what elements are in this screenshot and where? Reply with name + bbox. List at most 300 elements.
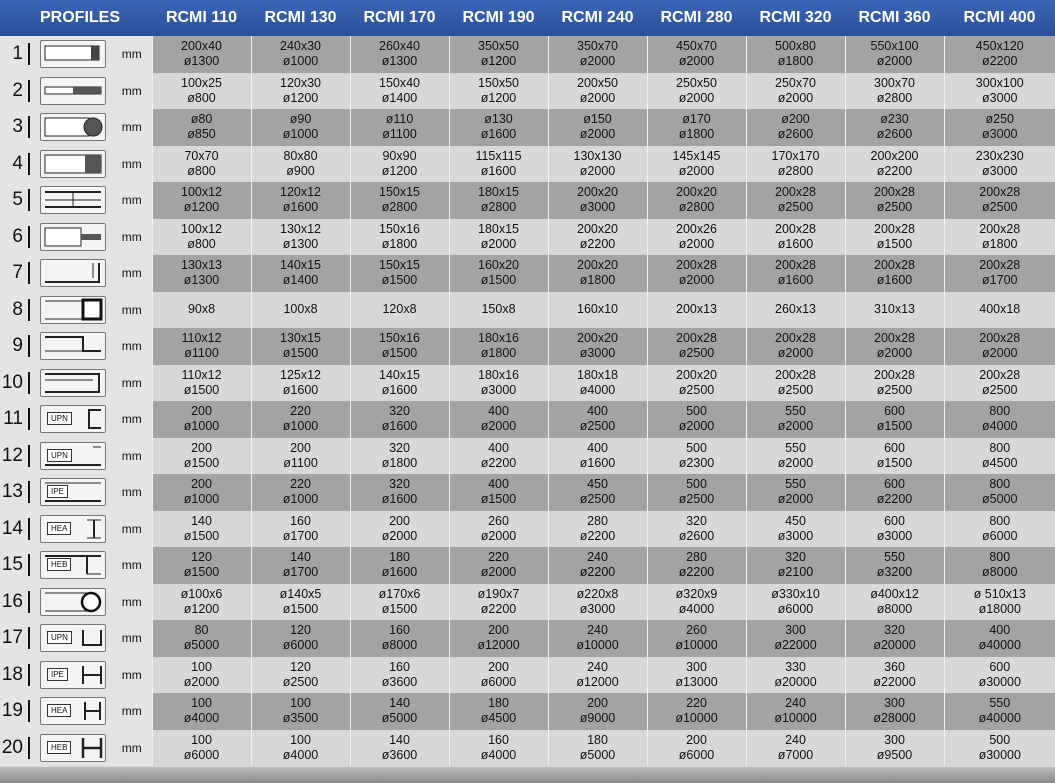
profile-number	[0, 109, 34, 146]
min-diameter: ø1300	[282, 236, 319, 251]
min-diameter: ø800	[187, 163, 216, 178]
profile-type-tag: HEB	[47, 558, 71, 571]
min-diameter: ø1000	[282, 492, 319, 507]
min-diameter: ø2200	[579, 528, 616, 543]
min-diameter: ø1100	[184, 346, 219, 361]
profile-row	[0, 401, 1055, 438]
section-size: 250x50	[676, 75, 718, 90]
capacity-cell	[548, 36, 647, 73]
section-size: 240	[587, 659, 608, 674]
section-size: 130x15	[280, 331, 322, 346]
capacity-cell	[845, 401, 944, 438]
section-size: 140	[290, 550, 311, 565]
capacity-cell	[548, 438, 647, 475]
capacity-cell	[845, 219, 944, 256]
min-diameter: ø3000	[982, 163, 1018, 178]
capacity-cell	[251, 182, 350, 219]
profile-picture	[34, 730, 112, 767]
min-diameter: ø1500	[183, 455, 220, 470]
min-diameter: ø3600	[381, 747, 418, 762]
flat-bar-icon	[40, 40, 106, 68]
profile-number-label: 16	[1, 590, 23, 612]
capacity-cell	[944, 255, 1055, 292]
section-size: 180x16	[478, 331, 520, 346]
min-diameter: ø2000	[777, 455, 814, 470]
profile-number-label: 11	[3, 408, 23, 430]
min-diameter: ø2500	[678, 346, 715, 361]
capacity-cell	[350, 365, 449, 402]
section-size: 240x30	[280, 39, 322, 54]
capacity-cell	[152, 547, 251, 584]
section-size: 550	[989, 696, 1011, 711]
section-size: 400	[989, 623, 1011, 638]
min-diameter: ø2500	[579, 419, 616, 434]
capacity-cell	[449, 146, 548, 183]
min-diameter: ø1600	[282, 382, 319, 397]
min-diameter: ø2200	[982, 54, 1018, 69]
capacity-cell	[845, 365, 944, 402]
capacity-cell	[251, 255, 350, 292]
min-diameter: ø2500	[876, 382, 913, 397]
capacity-cell	[548, 146, 647, 183]
capacity-cell	[350, 182, 449, 219]
section-size: 140	[389, 732, 410, 747]
min-diameter: ø2000	[480, 419, 517, 434]
section-size: 200x20	[577, 185, 619, 200]
section-size: ø230	[880, 112, 909, 127]
min-diameter: ø2100	[777, 565, 814, 580]
capacity-cell	[548, 401, 647, 438]
profile-number-label: 12	[1, 444, 23, 466]
profile-number	[0, 328, 34, 365]
min-diameter: ø9000	[579, 711, 616, 726]
capacity-cell	[845, 36, 944, 73]
section-size: 100	[290, 732, 311, 747]
section-size: 200x28	[775, 331, 817, 346]
capacity-cell	[449, 511, 548, 548]
min-diameter: ø1500	[183, 528, 220, 543]
section-size: 200x28	[874, 258, 916, 273]
section-size: 300x70	[874, 75, 916, 90]
section-size: ø150	[583, 112, 612, 127]
unit-label: mm	[112, 182, 152, 219]
section-size: ø110	[385, 112, 414, 127]
section-size: 330	[785, 659, 806, 674]
capacity-cell	[152, 36, 251, 73]
section-size: 400	[587, 404, 608, 419]
capacity-cell	[350, 36, 449, 73]
min-diameter: ø4500	[982, 455, 1018, 470]
capacity-cell	[746, 73, 845, 110]
min-diameter: ø1000	[282, 127, 319, 142]
min-diameter: ø2500	[579, 492, 616, 507]
min-diameter: ø20000	[774, 674, 817, 689]
section-size: 320	[389, 440, 410, 455]
capacity-cell	[350, 438, 449, 475]
section-size: 200x28	[775, 221, 817, 236]
min-diameter: ø1500	[480, 492, 517, 507]
capacity-cell	[251, 219, 350, 256]
capacity-cell	[944, 146, 1055, 183]
section-size: 800	[989, 550, 1011, 565]
section-size: 280	[686, 550, 707, 565]
capacity-cell	[944, 438, 1055, 475]
unit-label: mm	[112, 620, 152, 657]
min-diameter: ø6000	[982, 528, 1018, 543]
section-size: 120	[290, 659, 311, 674]
min-diameter: ø2000	[678, 419, 715, 434]
section-size: 200x28	[874, 367, 916, 382]
min-diameter: ø22000	[873, 674, 916, 689]
capacity-cell	[647, 693, 746, 730]
section-size: 200x26	[676, 221, 718, 236]
section-size: 550	[785, 440, 806, 455]
capacity-cell	[548, 109, 647, 146]
capacity-cell	[944, 36, 1055, 73]
capacity-cell	[746, 730, 845, 767]
min-diameter: ø1400	[381, 90, 418, 105]
min-diameter: ø1500	[381, 273, 418, 288]
capacity-cell	[548, 219, 647, 256]
min-diameter: ø2000	[982, 346, 1018, 361]
capacity-cell	[845, 620, 944, 657]
section-size: 300	[686, 659, 707, 674]
unit-label: mm	[112, 219, 152, 256]
section-size: 800	[989, 404, 1011, 419]
header-row	[0, 0, 1055, 36]
capacity-cell	[449, 36, 548, 73]
capacity-cell	[350, 474, 449, 511]
capacity-cell	[647, 36, 746, 73]
capacity-cell	[251, 365, 350, 402]
section-size: ø320x9	[675, 586, 718, 601]
capacity-cell	[152, 219, 251, 256]
section-size: 600	[884, 513, 905, 528]
section-size: 200x20	[676, 367, 718, 382]
section-size: 320	[884, 623, 905, 638]
unit-label: mm	[112, 109, 152, 146]
unit-label: mm	[112, 474, 152, 511]
profile-row	[0, 255, 1055, 292]
min-diameter: ø2000	[480, 528, 517, 543]
min-diameter: ø1800	[480, 346, 517, 361]
section-size: 500	[686, 477, 707, 492]
profile-number-label: 17	[1, 627, 23, 649]
min-diameter: ø1100	[382, 127, 417, 142]
min-diameter: ø2500	[876, 200, 913, 215]
profile-row	[0, 146, 1055, 183]
capacity-cell	[548, 328, 647, 365]
min-diameter: ø2000	[876, 346, 913, 361]
profile-number	[0, 365, 34, 402]
min-diameter: ø4000	[183, 711, 220, 726]
min-diameter: ø2200	[480, 455, 517, 470]
min-diameter: ø12000	[477, 638, 520, 653]
capacity-cell	[152, 365, 251, 402]
min-diameter: ø1200	[183, 601, 220, 616]
profile-number	[0, 657, 34, 694]
capacity-cell	[449, 474, 548, 511]
capacity-cell	[647, 219, 746, 256]
row-divider-bar	[28, 408, 30, 430]
profile-number-label: 3	[12, 116, 23, 138]
capacity-cell	[845, 146, 944, 183]
section-size: 200x28	[676, 331, 718, 346]
capacity-cell	[548, 584, 647, 621]
min-diameter: ø3000	[876, 528, 913, 543]
capacity-cell	[647, 146, 746, 183]
min-diameter: ø7000	[777, 747, 814, 762]
row-divider-bar	[28, 737, 30, 759]
profile-picture	[34, 292, 112, 329]
capacity-cell	[944, 584, 1055, 621]
section-size: 230x230	[975, 148, 1024, 163]
section-size: 500	[686, 440, 707, 455]
section-size: 800	[989, 440, 1011, 455]
round-tube-icon	[40, 588, 106, 616]
min-diameter: ø8000	[381, 638, 418, 653]
capacity-cell	[647, 255, 746, 292]
min-diameter: ø2000	[777, 492, 814, 507]
capacity-cell	[845, 657, 944, 694]
profile-number-label: 18	[1, 663, 23, 685]
section-size: 180	[587, 732, 608, 747]
section-size: 200x28	[676, 258, 718, 273]
min-diameter: ø900	[286, 163, 315, 178]
min-diameter: ø1400	[282, 273, 319, 288]
section-size: 310x13	[874, 302, 916, 317]
section-size: 220	[290, 404, 311, 419]
unit-label: mm	[112, 365, 152, 402]
model-header: RCMI 400	[944, 0, 1055, 36]
t-bar-flange-icon	[40, 186, 106, 214]
capacity-cell	[152, 584, 251, 621]
unit-label: mm	[112, 730, 152, 767]
section-size: 300	[884, 696, 905, 711]
min-diameter: ø9500	[876, 747, 913, 762]
min-diameter: ø2000	[678, 90, 715, 105]
unit-label: mm	[112, 73, 152, 110]
section-size: 200x28	[979, 258, 1021, 273]
profile-number	[0, 292, 34, 329]
min-diameter: ø2000	[678, 273, 715, 288]
capacity-cell	[746, 584, 845, 621]
profile-number-label: 10	[1, 371, 23, 393]
section-size: ø250	[985, 112, 1015, 127]
profile-type-tag: UPN	[47, 631, 72, 644]
section-size: 160	[389, 659, 410, 674]
profile-row	[0, 36, 1055, 73]
section-size: ø 510x13	[973, 586, 1026, 601]
capacity-cell	[350, 730, 449, 767]
section-size: 160x20	[478, 258, 520, 273]
capacity-cell	[251, 146, 350, 183]
square-bar-icon	[40, 150, 106, 178]
min-diameter: ø2600	[876, 127, 913, 142]
min-diameter: ø1600	[777, 273, 814, 288]
unit-label: mm	[112, 292, 152, 329]
capacity-cell	[350, 73, 449, 110]
section-size: 800	[989, 513, 1011, 528]
capacity-cell	[251, 328, 350, 365]
profile-type-tag: IPE	[47, 485, 68, 498]
profile-picture	[34, 219, 112, 256]
capacity-cell	[647, 620, 746, 657]
capacity-cell	[845, 547, 944, 584]
section-size: 600	[884, 477, 905, 492]
min-diameter: ø2000	[678, 163, 715, 178]
ipe-beam-icon	[40, 478, 106, 506]
min-diameter: ø6000	[678, 747, 715, 762]
row-divider-bar	[28, 262, 30, 284]
min-diameter: ø1500	[876, 419, 913, 434]
capacity-cell	[746, 109, 845, 146]
min-diameter: ø2200	[876, 492, 913, 507]
capacity-cell	[548, 182, 647, 219]
capacity-cell	[746, 511, 845, 548]
capacity-cell	[152, 438, 251, 475]
capacity-cell	[944, 547, 1055, 584]
capacity-cell	[647, 73, 746, 110]
profile-picture	[34, 255, 112, 292]
section-size: 240	[785, 696, 806, 711]
min-diameter: ø10000	[675, 638, 718, 653]
min-diameter: ø1000	[183, 419, 220, 434]
min-diameter: ø1600	[777, 236, 814, 251]
profile-number	[0, 401, 34, 438]
min-diameter: ø1100	[283, 455, 318, 470]
row-divider-bar	[28, 153, 30, 175]
capacity-cell	[251, 584, 350, 621]
profile-number	[0, 620, 34, 657]
min-diameter: ø8000	[982, 565, 1018, 580]
section-size: 110x12	[181, 367, 222, 382]
section-size: ø100x6	[180, 586, 223, 601]
min-diameter: ø2200	[876, 163, 913, 178]
section-size: ø220x8	[576, 586, 619, 601]
min-diameter: ø3000	[579, 346, 616, 361]
section-size: 150x15	[379, 185, 421, 200]
profile-number-label: 5	[12, 189, 23, 211]
section-size: 160	[488, 732, 509, 747]
min-diameter: ø4000	[982, 419, 1018, 434]
unit-label: mm	[112, 584, 152, 621]
section-size: 140	[389, 696, 410, 711]
profile-row	[0, 547, 1055, 584]
section-size: 200x28	[979, 185, 1021, 200]
section-size: 260	[686, 623, 707, 638]
section-size: 320	[389, 404, 410, 419]
profile-picture	[34, 109, 112, 146]
section-size: ø190x7	[477, 586, 520, 601]
section-size: 180x16	[478, 367, 520, 382]
section-size: 600	[884, 440, 905, 455]
capacity-cell	[251, 511, 350, 548]
min-diameter: ø2000	[579, 90, 616, 105]
profile-number	[0, 511, 34, 548]
section-size: 200x28	[874, 185, 916, 200]
capacity-cell	[350, 693, 449, 730]
capacity-cell	[350, 657, 449, 694]
min-diameter: ø5000	[381, 711, 418, 726]
section-size: 300	[785, 623, 806, 638]
section-size: 300x100	[975, 75, 1024, 90]
capacity-cell	[944, 730, 1055, 767]
profile-type-tag: HEA	[47, 704, 71, 717]
model-header: RCMI 280	[647, 0, 746, 36]
capacity-cell	[845, 584, 944, 621]
profile-picture	[34, 365, 112, 402]
min-diameter: ø1800	[777, 54, 814, 69]
row-divider-bar	[28, 80, 30, 102]
capacity-cell	[449, 109, 548, 146]
capacity-cell	[350, 547, 449, 584]
min-diameter: ø3000	[480, 382, 517, 397]
angle-flange-icon	[40, 369, 106, 397]
min-diameter: ø10000	[675, 711, 718, 726]
profile-picture	[34, 511, 112, 548]
section-size: 180x15	[478, 221, 520, 236]
min-diameter: ø22000	[774, 638, 817, 653]
section-size: 200	[488, 659, 509, 674]
profile-number	[0, 584, 34, 621]
min-diameter: ø6000	[777, 601, 814, 616]
section-size: 120	[290, 623, 311, 638]
profile-number	[0, 693, 34, 730]
profile-picture	[34, 438, 112, 475]
min-diameter: ø1800	[381, 455, 418, 470]
section-size: 140x15	[379, 367, 421, 382]
capacity-cell	[152, 730, 251, 767]
profile-type-tag: HEB	[47, 741, 71, 754]
section-size: 150x8	[481, 302, 516, 317]
capacity-cell	[845, 328, 944, 365]
section-size: 100	[191, 659, 212, 674]
section-size: 360	[884, 659, 905, 674]
capacity-cell	[944, 73, 1055, 110]
unit-label: mm	[112, 547, 152, 584]
capacity-cell	[746, 292, 845, 329]
section-size: 260	[488, 513, 509, 528]
model-header: RCMI 130	[251, 0, 350, 36]
flat-bar-edge-icon	[40, 77, 106, 105]
section-size: 120x30	[280, 75, 322, 90]
capacity-cell	[746, 657, 845, 694]
capacity-cell	[548, 620, 647, 657]
square-tube-icon	[40, 296, 106, 324]
capacity-cell	[152, 73, 251, 110]
section-size: 180	[389, 550, 410, 565]
min-diameter: ø2000	[480, 236, 517, 251]
profile-number	[0, 36, 34, 73]
min-diameter: ø2800	[480, 200, 517, 215]
min-diameter: ø3000	[579, 200, 616, 215]
section-size: 260x13	[775, 302, 817, 317]
capacity-cell	[647, 584, 746, 621]
min-diameter: ø2000	[777, 90, 814, 105]
capacity-cell	[746, 365, 845, 402]
profile-number-label: 9	[12, 335, 23, 357]
section-size: 280	[587, 513, 608, 528]
section-size: 140	[191, 513, 212, 528]
capacity-cell	[449, 438, 548, 475]
row-divider-bar	[28, 518, 30, 540]
profile-row	[0, 73, 1055, 110]
min-diameter: ø1500	[480, 273, 517, 288]
capacity-cell	[746, 182, 845, 219]
capacity-cell	[251, 292, 350, 329]
min-diameter: ø2500	[777, 200, 814, 215]
